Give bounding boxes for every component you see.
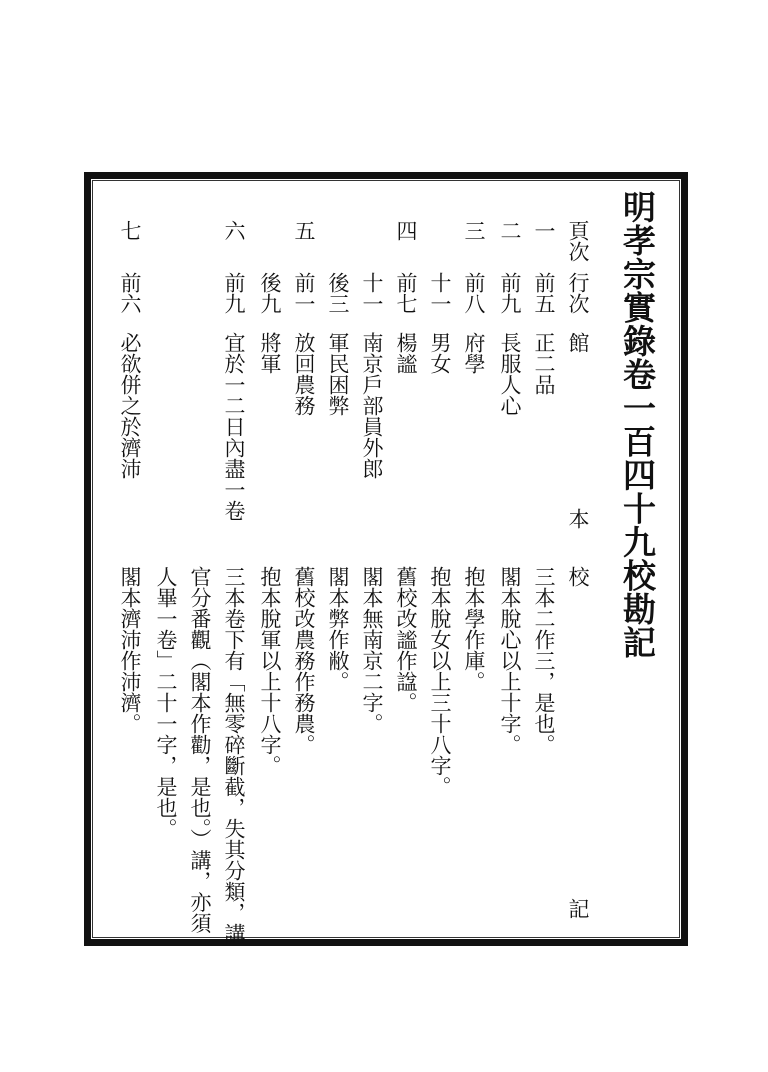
row-note-continued: 官分番觀（閣本作勸，是也。）講，亦須 <box>188 566 212 934</box>
row-note: 舊校改謐作諡。 <box>394 566 418 713</box>
row-page: 三 <box>462 220 486 241</box>
row-text: 軍民困弊 <box>326 332 350 416</box>
row-line: 前八 <box>462 272 486 314</box>
row-text: 楊謐 <box>394 332 418 374</box>
row-text: 放回農務 <box>292 332 316 416</box>
header-line: 行次 <box>566 272 590 314</box>
row-text: 正二品 <box>532 332 556 395</box>
row-page: 四 <box>394 220 418 241</box>
row-text: 宜於一二日內盡一卷 <box>222 332 246 521</box>
row-line: 十一 <box>428 272 452 314</box>
row-note: 閣本弊作敝。 <box>326 566 350 692</box>
row-note-continued: 人畢一卷」二十一字，是也。 <box>154 566 178 839</box>
row-text: 必欲併之於濟沛 <box>118 332 142 479</box>
row-note: 閣本脫心以上十字。 <box>498 566 522 755</box>
row-page: 一 <box>532 220 556 241</box>
row-line: 前九 <box>222 272 246 314</box>
row-line: 前六 <box>118 272 142 314</box>
row-note: 閣本濟沛作沛濟。 <box>118 566 142 734</box>
row-text: 將軍 <box>258 332 282 374</box>
row-note: 三本二作三，是也。 <box>532 566 556 755</box>
row-note: 閣本無南京二字。 <box>360 566 384 734</box>
row-note: 抱本脫軍以上十八字。 <box>258 566 282 776</box>
row-page: 七 <box>118 220 142 241</box>
row-line: 前一 <box>292 272 316 314</box>
row-line: 前七 <box>394 272 418 314</box>
row-line: 十一 <box>360 272 384 314</box>
row-note: 舊校改農務作務農。 <box>292 566 316 755</box>
row-line: 後九 <box>258 272 282 314</box>
row-line: 後三 <box>326 272 350 314</box>
row-page: 六 <box>222 220 246 241</box>
row-text: 男女 <box>428 332 452 374</box>
row-text: 府學 <box>462 332 486 374</box>
row-text: 南京戶部員外郎 <box>360 332 384 479</box>
row-note: 抱本學作庫。 <box>462 566 486 692</box>
row-page: 五 <box>292 220 316 241</box>
header-ji: 記 <box>566 898 590 919</box>
row-note: 三本卷下有「無零碎斷截，失其分類，講 <box>222 566 246 944</box>
row-text: 長服人心 <box>498 332 522 416</box>
row-page: 二 <box>498 220 522 241</box>
document-title: 明孝宗實錄卷一百四十九校勘記 <box>618 190 657 659</box>
header-text: 館 <box>566 332 590 353</box>
header-ben: 本 <box>566 508 590 529</box>
header-page: 頁次 <box>566 220 590 262</box>
row-note: 抱本脫女以上三十八字。 <box>428 566 452 797</box>
header-jiao: 校 <box>566 566 590 587</box>
row-line: 前九 <box>498 272 522 314</box>
row-line: 前五 <box>532 272 556 314</box>
